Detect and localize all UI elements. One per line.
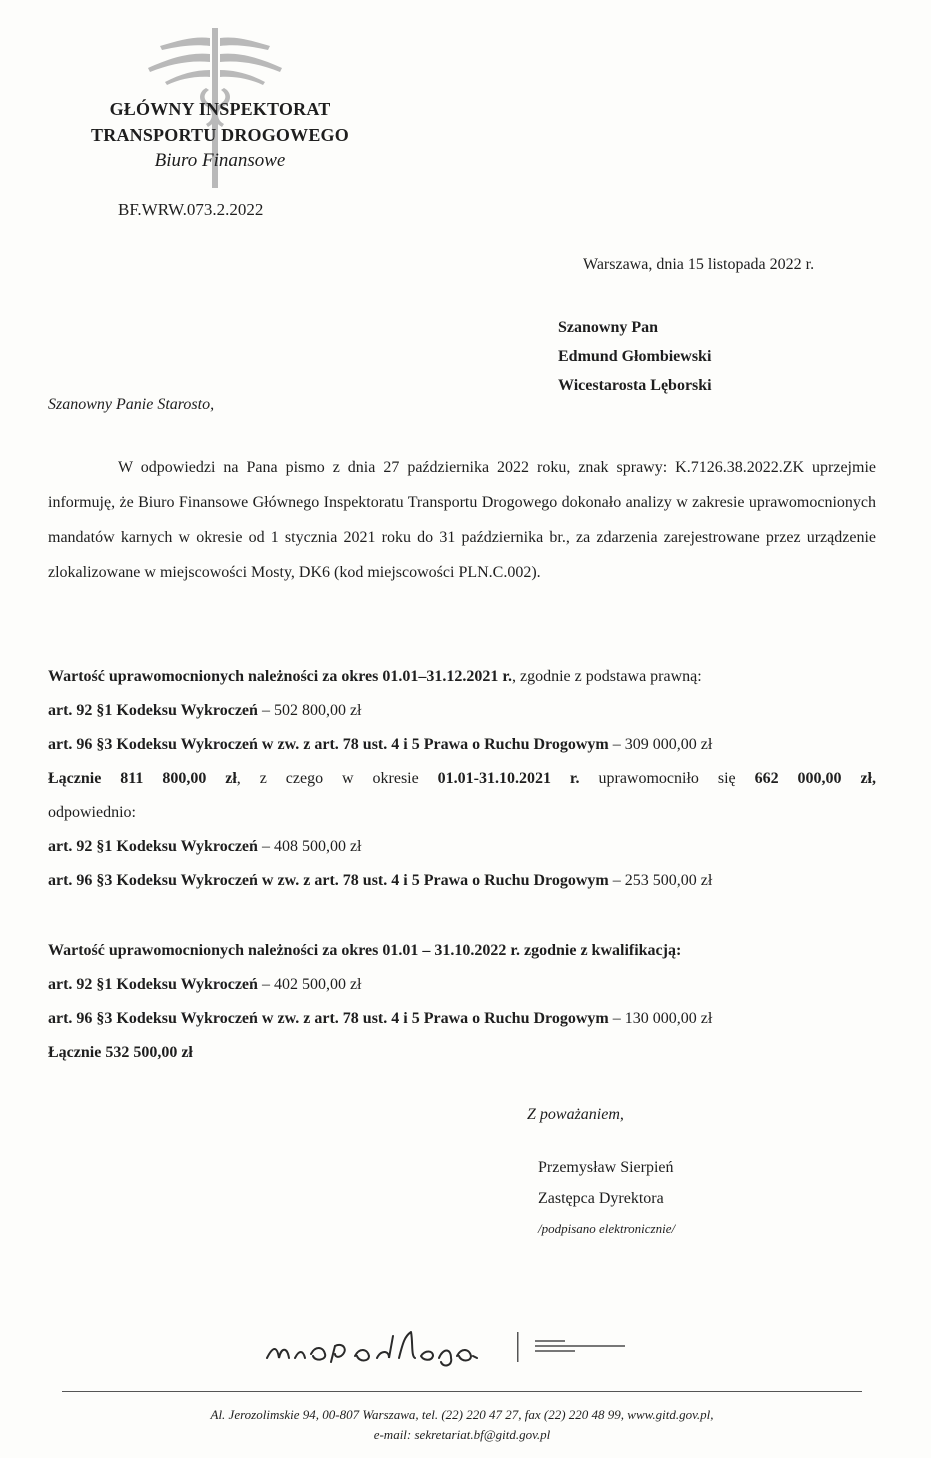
footer-address: Al. Jerozolimskie 94, 00-807 Warszawa, tel. (22) 220 47 27, fax (22) 220 48 99, www.gitd.gov.pl,	[210, 1407, 714, 1422]
body-paragraph: W odpowiedzi na Pana pismo z dnia 27 października 2022 roku, znak sprawy: K.7126.38.2022.ZK uprzejmie informuję, że Biuro Finansowe Głównego Inspektoratu Transportu Drogowego dokonało analizy w zakresie uprawomocnionych mandatów karnych w okresie od 1 stycznia 2021 roku do 31 października br., za zdarzenia zarejestrowane przez urządzenie zlokalizowane w miejscowości Mosty, DK6 (kod miejscowości PLN.C.002).	[48, 459, 876, 581]
closing-phrase: Z poważaniem,	[527, 1106, 624, 1123]
section1-sub2-value: – 253 500,00 zł	[608, 872, 713, 889]
reference-number: BF.WRW.073.2.2022	[118, 200, 264, 219]
signer-name: Przemysław Sierpień	[538, 1159, 674, 1176]
salutation: Szanowny Panie Starosto,	[48, 396, 215, 413]
section1-total-mid: , z czego w okresie	[236, 770, 438, 787]
section1-total-mid2: uprawomocniło się	[579, 770, 755, 787]
section2-item2-label: art. 96 §3 Kodeksu Wykroczeń w zw. z art. 78 ust. 4 i 5 Prawa o Ruchu Drogowym	[48, 1010, 609, 1027]
section1-item2-value: – 309 000,00 zł	[608, 736, 713, 753]
section1-period: 01.01-31.10.2021 r.	[437, 770, 580, 787]
section1-sub2-label: art. 96 §3 Kodeksu Wykroczeń w zw. z art. 78 ust. 4 i 5 Prawa o Ruchu Drogowym	[48, 872, 609, 889]
footer-divider	[62, 1391, 862, 1392]
signature-block	[538, 1152, 675, 1244]
footer-email: e-mail: sekretariat.bf@gitd.gov.pl	[373, 1427, 551, 1442]
section1-respectively: odpowiednio:	[48, 804, 136, 821]
section2-item1	[48, 968, 888, 1002]
department-name: Biuro Finansowe	[154, 150, 286, 171]
section2-item2-value: – 130 000,00 zł	[608, 1010, 713, 1027]
organization-header	[60, 96, 380, 174]
section1-heading-rest: , zgodnie z podstawa prawną:	[512, 668, 702, 685]
signer-title: Zastępca Dyrektora	[538, 1190, 664, 1207]
section1-heading	[48, 660, 888, 694]
section1-amount: 662 000,00 zł,	[754, 770, 876, 787]
section2-total: Łącznie 532 500,00 zł	[48, 1044, 193, 1061]
section-2022	[48, 934, 888, 1070]
section2-heading: Wartość uprawomocnionych należności za okres 01.01 – 31.10.2022 r. zgodnie z kwalifikacją:	[48, 942, 682, 959]
org-name-line2: TRANSPORTU DROGOWEGO	[91, 125, 349, 145]
niepodlegla-logo-icon	[265, 1328, 665, 1368]
org-name-line1: GŁÓWNY INSPEKTORAT	[109, 99, 331, 119]
footer-contact	[62, 1405, 862, 1445]
section1-sub1-value: – 408 500,00 zł	[257, 838, 362, 855]
section1-sub1-label: art. 92 §1 Kodeksu Wykroczeń	[48, 838, 258, 855]
section-2021	[48, 660, 888, 898]
section1-sub1	[48, 830, 888, 864]
signature-note: /podpisano elektronicznie/	[538, 1221, 676, 1236]
section1-heading-bold: Wartość uprawomocnionych należności za okres 01.01–31.12.2021 r.	[48, 668, 512, 685]
letter-date: Warszawa, dnia 15 listopada 2022 r.	[583, 256, 815, 273]
section1-item1-label: art. 92 §1 Kodeksu Wykroczeń	[48, 702, 258, 719]
section2-item1-value: – 402 500,00 zł	[257, 976, 362, 993]
section1-item1	[48, 694, 888, 728]
addressee-block	[558, 313, 712, 400]
section1-total	[48, 762, 876, 796]
addressee-name: Edmund Głombiewski	[558, 348, 712, 365]
body-text	[48, 450, 876, 590]
section1-item1-value: – 502 800,00 zł	[257, 702, 362, 719]
addressee-title: Wicestarosta Lęborski	[558, 377, 712, 394]
addressee-line1: Szanowny Pan	[558, 319, 659, 336]
section2-item2	[48, 1002, 888, 1036]
section1-sub2	[48, 864, 888, 898]
section2-item1-label: art. 92 §1 Kodeksu Wykroczeń	[48, 976, 258, 993]
section1-item2	[48, 728, 888, 762]
section1-item2-label: art. 96 §3 Kodeksu Wykroczeń w zw. z art. 78 ust. 4 i 5 Prawa o Ruchu Drogowym	[48, 736, 609, 753]
section1-total-bold: Łącznie 811 800,00 zł	[48, 770, 237, 787]
